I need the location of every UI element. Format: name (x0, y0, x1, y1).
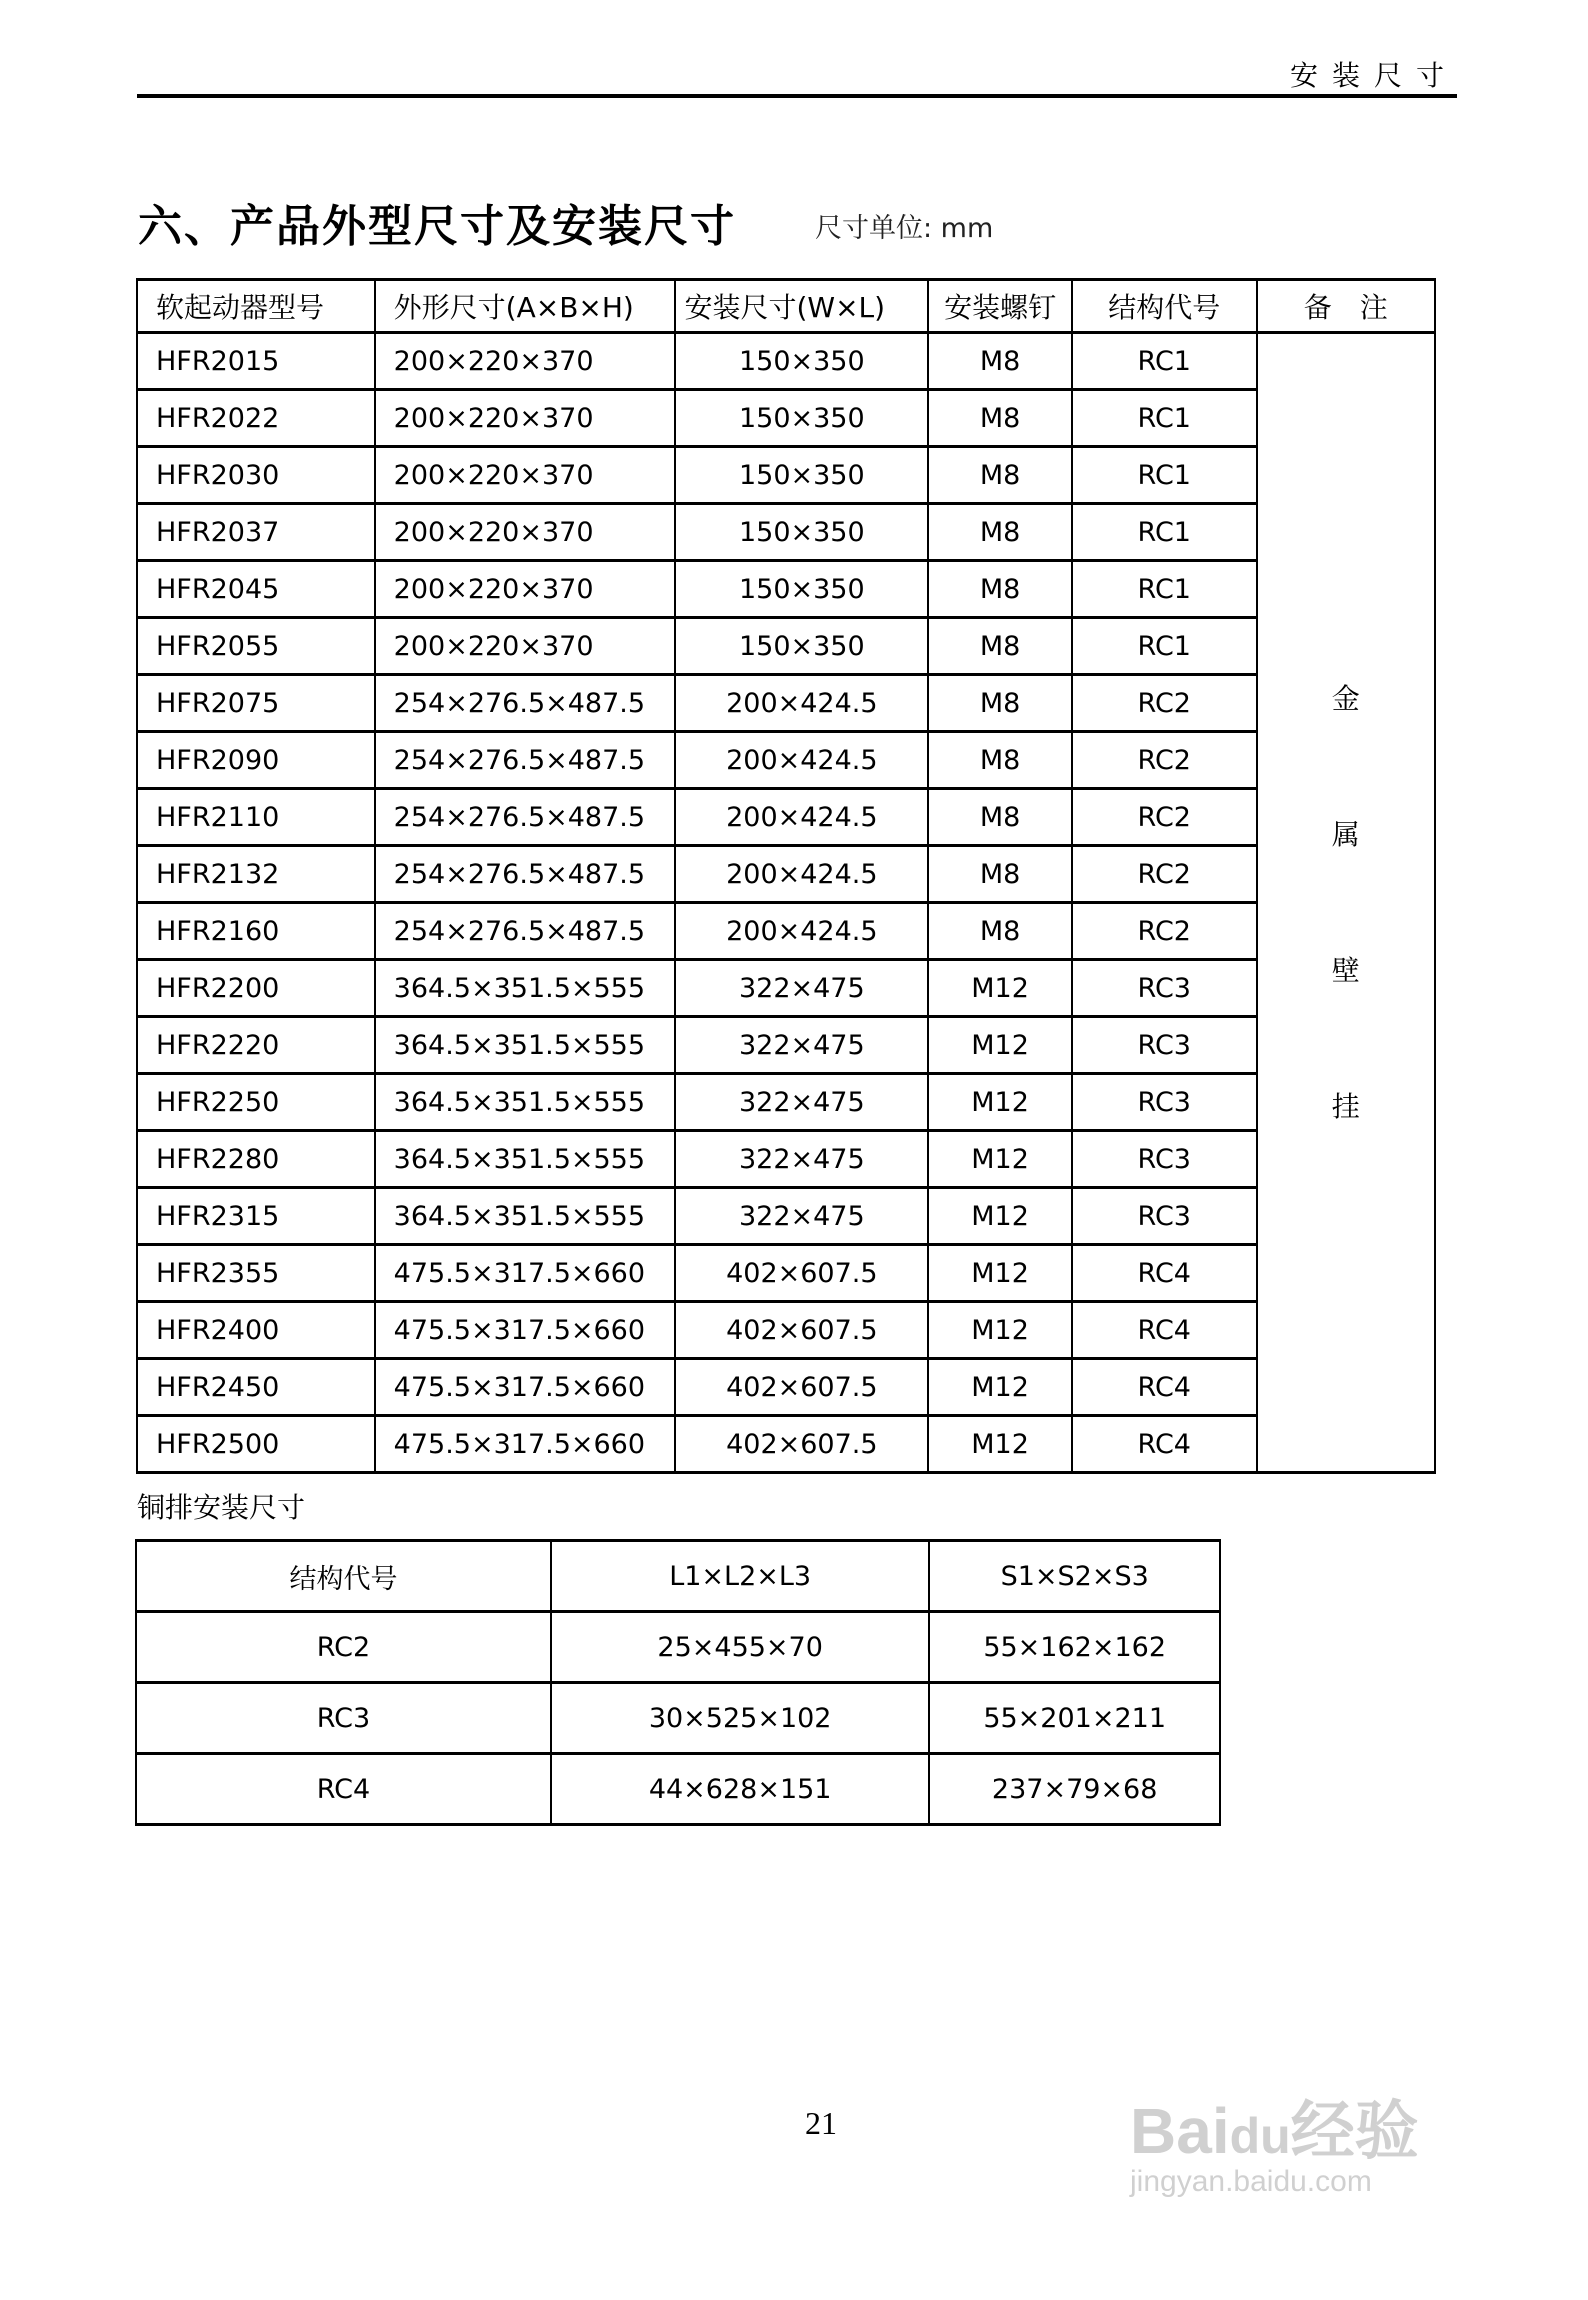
table-cell: M12 (928, 1131, 1072, 1188)
table-cell: HFR2015 (137, 333, 375, 390)
header-cell: L1×L2×L3 (551, 1541, 929, 1612)
table-cell: 364.5×351.5×555 (375, 1074, 676, 1131)
table-cell: M12 (928, 1017, 1072, 1074)
table-row (137, 390, 1435, 447)
watermark-url: jingyan.baidu.com (1130, 2165, 1372, 2198)
table-cell: RC3 (136, 1683, 551, 1754)
table-row (137, 1188, 1435, 1245)
table-row (137, 960, 1435, 1017)
header-cell: 安装螺钉 (928, 280, 1072, 333)
table-cell: 200×220×370 (375, 390, 676, 447)
table-cell: 254×276.5×487.5 (375, 675, 676, 732)
table-row (137, 504, 1435, 561)
table-cell: HFR2045 (137, 561, 375, 618)
table-cell: 200×220×370 (375, 561, 676, 618)
table-cell: 254×276.5×487.5 (375, 903, 676, 960)
remark-char: 挂 (1331, 1089, 1360, 1123)
table-cell: M12 (928, 1074, 1072, 1131)
table-cell: M8 (928, 789, 1072, 846)
table-cell: M12 (928, 1302, 1072, 1359)
table-cell: RC2 (1072, 675, 1257, 732)
table-cell: 322×475 (675, 1074, 928, 1131)
table-cell: 150×350 (675, 390, 928, 447)
table-row (136, 1754, 1220, 1825)
table-cell: 475.5×317.5×660 (375, 1416, 676, 1473)
table-cell: M8 (928, 618, 1072, 675)
table-cell: M8 (928, 333, 1072, 390)
table-cell: HFR2090 (137, 732, 375, 789)
table-cell: 254×276.5×487.5 (375, 732, 676, 789)
table-cell: HFR2022 (137, 390, 375, 447)
running-header: 安装尺寸 (1290, 59, 1459, 92)
table-row (137, 903, 1435, 960)
table-cell: RC4 (1072, 1359, 1257, 1416)
table-cell: M8 (928, 732, 1072, 789)
table-cell: 200×220×370 (375, 333, 676, 390)
table-row (136, 1683, 1220, 1754)
table-row (136, 1612, 1220, 1683)
table-cell: RC1 (1072, 561, 1257, 618)
remark-char: 壁 (1331, 953, 1360, 987)
table-cell: RC2 (1072, 846, 1257, 903)
table-cell: RC3 (1072, 1074, 1257, 1131)
table-cell: 402×607.5 (675, 1359, 928, 1416)
table-cell: RC4 (1072, 1245, 1257, 1302)
table-cell: M12 (928, 1245, 1072, 1302)
table-cell: M12 (928, 1359, 1072, 1416)
table-cell: HFR2280 (137, 1131, 375, 1188)
table-cell: 322×475 (675, 960, 928, 1017)
table-cell: HFR2450 (137, 1359, 375, 1416)
table-cell: RC1 (1072, 618, 1257, 675)
table-cell: 402×607.5 (675, 1416, 928, 1473)
table-cell: 200×424.5 (675, 846, 928, 903)
watermark-logo: Baidu经验 (1130, 2095, 1419, 2167)
table-row (137, 789, 1435, 846)
table-cell: RC3 (1072, 1131, 1257, 1188)
table-cell: 475.5×317.5×660 (375, 1359, 676, 1416)
table-cell: 322×475 (675, 1188, 928, 1245)
table-cell: RC4 (1072, 1302, 1257, 1359)
table-cell: 30×525×102 (551, 1683, 929, 1754)
table-cell: HFR2315 (137, 1188, 375, 1245)
header-rule (137, 94, 1457, 98)
table-cell: 150×350 (675, 618, 928, 675)
table-cell: RC2 (1072, 903, 1257, 960)
table-row (137, 618, 1435, 675)
table-cell: HFR2220 (137, 1017, 375, 1074)
remark-cell (1257, 333, 1435, 1473)
table-cell: 364.5×351.5×555 (375, 960, 676, 1017)
table-cell: M12 (928, 1416, 1072, 1473)
header-cell: 结构代号 (1072, 280, 1257, 333)
table-cell: 200×220×370 (375, 504, 676, 561)
dimensions-table (136, 278, 1436, 1474)
table-cell: 44×628×151 (551, 1754, 929, 1825)
table-cell: M8 (928, 447, 1072, 504)
table-cell: RC3 (1072, 1188, 1257, 1245)
table-cell: RC3 (1072, 960, 1257, 1017)
table-cell: M8 (928, 675, 1072, 732)
table-cell: RC1 (1072, 447, 1257, 504)
table-cell: RC1 (1072, 333, 1257, 390)
table-cell: RC2 (1072, 789, 1257, 846)
table-cell: 322×475 (675, 1017, 928, 1074)
table-cell: 364.5×351.5×555 (375, 1131, 676, 1188)
page-number: 21 (805, 2105, 837, 2141)
table-cell: HFR2055 (137, 618, 375, 675)
table-cell: 55×162×162 (929, 1612, 1220, 1683)
table-cell: HFR2160 (137, 903, 375, 960)
copper-bar-title: 铜排安装尺寸 (137, 1491, 306, 1524)
table-cell: 322×475 (675, 1131, 928, 1188)
header-cell: 备 注 (1257, 280, 1435, 333)
table-cell: RC1 (1072, 504, 1257, 561)
table-row (137, 1131, 1435, 1188)
header-cell: S1×S2×S3 (929, 1541, 1220, 1612)
table-row (137, 1359, 1435, 1416)
table-cell: 402×607.5 (675, 1302, 928, 1359)
unit-label: 尺寸单位: mm (815, 213, 994, 244)
table-cell: 150×350 (675, 333, 928, 390)
table-cell: 55×201×211 (929, 1683, 1220, 1754)
table-cell: 200×220×370 (375, 447, 676, 504)
table-cell: 200×424.5 (675, 903, 928, 960)
table-cell: 364.5×351.5×555 (375, 1188, 676, 1245)
table-cell: 200×424.5 (675, 675, 928, 732)
table-row (137, 447, 1435, 504)
table-row (137, 1074, 1435, 1131)
table-cell: M8 (928, 846, 1072, 903)
table-row (137, 1017, 1435, 1074)
table-cell: M12 (928, 960, 1072, 1017)
table-cell: M12 (928, 1188, 1072, 1245)
table-cell: RC4 (1072, 1416, 1257, 1473)
table-cell: 150×350 (675, 561, 928, 618)
table-cell: RC1 (1072, 390, 1257, 447)
table-cell: 200×424.5 (675, 789, 928, 846)
header-cell: 外形尺寸(A×B×H) (375, 280, 676, 333)
table-cell: HFR2132 (137, 846, 375, 903)
table-cell: HFR2500 (137, 1416, 375, 1473)
table-cell: M8 (928, 561, 1072, 618)
page-title: 六、产品外型尺寸及安装尺寸 (138, 201, 736, 252)
table-cell: HFR2355 (137, 1245, 375, 1302)
table-cell: HFR2037 (137, 504, 375, 561)
table-cell: RC3 (1072, 1017, 1257, 1074)
header-cell: 结构代号 (136, 1541, 551, 1612)
table-cell: 150×350 (675, 504, 928, 561)
remark-char: 属 (1331, 817, 1360, 851)
table-cell: 237×79×68 (929, 1754, 1220, 1825)
table-cell: 200×424.5 (675, 732, 928, 789)
table-row (137, 1416, 1435, 1473)
table-cell: 25×455×70 (551, 1612, 929, 1683)
table-cell: RC4 (136, 1754, 551, 1825)
table-row (137, 675, 1435, 732)
table-cell: 254×276.5×487.5 (375, 846, 676, 903)
table-cell: RC2 (136, 1612, 551, 1683)
table-cell: HFR2075 (137, 675, 375, 732)
header-cell: 软起动器型号 (137, 280, 375, 333)
table-row (137, 561, 1435, 618)
table-cell: M8 (928, 390, 1072, 447)
table-row (137, 1245, 1435, 1302)
table-cell: M8 (928, 504, 1072, 561)
table-cell: RC2 (1072, 732, 1257, 789)
table-cell: HFR2200 (137, 960, 375, 1017)
table-header-row (136, 1541, 1220, 1612)
remark-char: 金 (1331, 681, 1360, 715)
table-cell: 402×607.5 (675, 1245, 928, 1302)
table-cell: 200×220×370 (375, 618, 676, 675)
table-row (137, 732, 1435, 789)
header-cell: 安装尺寸(W×L) (675, 280, 928, 333)
table-cell: HFR2110 (137, 789, 375, 846)
table-cell: HFR2400 (137, 1302, 375, 1359)
table-cell: 150×350 (675, 447, 928, 504)
table-cell: 254×276.5×487.5 (375, 789, 676, 846)
copper-bar-table (135, 1539, 1221, 1826)
table-row (137, 846, 1435, 903)
table-cell: M8 (928, 903, 1072, 960)
table-cell: 475.5×317.5×660 (375, 1245, 676, 1302)
table-cell: HFR2250 (137, 1074, 375, 1131)
table-cell: 364.5×351.5×555 (375, 1017, 676, 1074)
table-cell: 475.5×317.5×660 (375, 1302, 676, 1359)
table-row (137, 1302, 1435, 1359)
table-header-row (137, 280, 1435, 333)
table-cell: HFR2030 (137, 447, 375, 504)
table-row (137, 333, 1435, 390)
